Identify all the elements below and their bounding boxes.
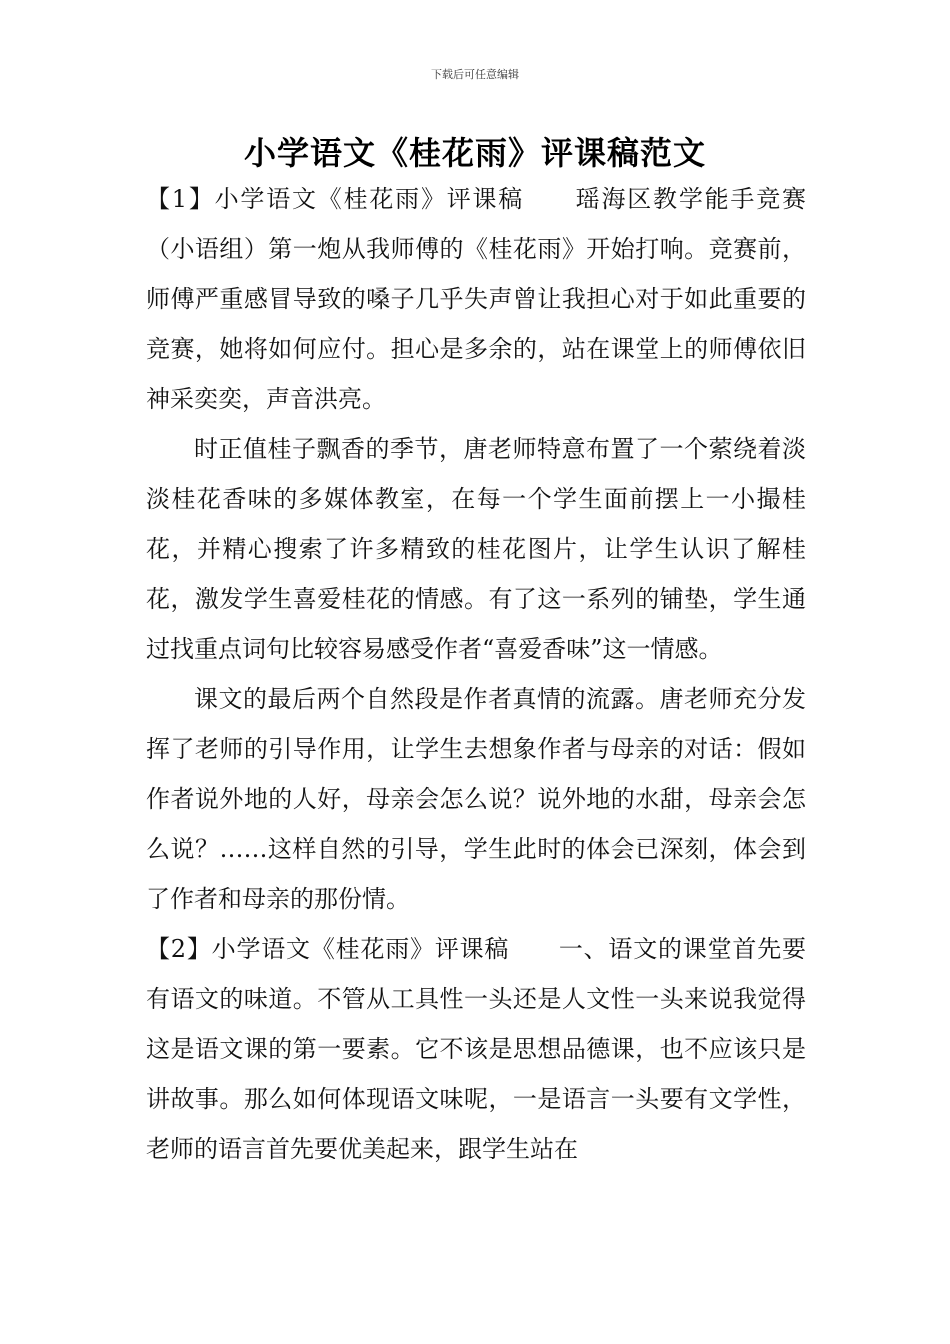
paragraph-2: 时正值桂子飘香的季节，唐老师特意布置了一个萦绕着淡淡桂花香味的多媒体教室，在每一个学生面前摆上一小撮桂花，并精心搜索了许多精致的桂花图片，让学生认识了解桂花，激发学生喜爱桂花的情感。有了这一系列的铺垫，学生通过找重点词句比较容易感受作者“喜爱香味”这一情感。 (146, 435, 806, 663)
paragraph-4: 【2】小学语文《桂花雨》评课稿 一、语文的课堂首先要有语文的味道。不管从工具性一头还是人文性一头来说我觉得这是语文课的第一要素。它不该是思想品德课，也不应该只是讲故事。那么如何体现语文味呢，一是语言一头要有文学性，老师的语言首先要优美起来，跟学生站在 (146, 935, 806, 1163)
document-body (146, 174, 806, 1174)
paragraph-3: 课文的最后两个自然段是作者真情的流露。唐老师充分发挥了老师的引导作用，让学生去想象作者与母亲的对话：假如作者说外地的人好，母亲会怎么说？说外地的水甜，母亲会怎么说？……这样自然的引导，学生此时的体会已深刻，体会到了作者和母亲的那份情。 (146, 685, 806, 913)
header-note: 下载后可任意编辑 (431, 68, 519, 81)
paragraph-1: 【1】小学语文《桂花雨》评课稿 瑶海区教学能手竞赛（小语组）第一炮从我师傅的《桂花雨》开始打响。竞赛前，师傅严重感冒导致的嗓子几乎失声曾让我担心对于如此重要的竞赛，她将如何应付。担心是多余的，站在课堂上的师傅依旧神采奕奕，声音洪亮。 (146, 185, 806, 413)
document-title: 小学语文《桂花雨》评课稿范文 (243, 134, 706, 172)
